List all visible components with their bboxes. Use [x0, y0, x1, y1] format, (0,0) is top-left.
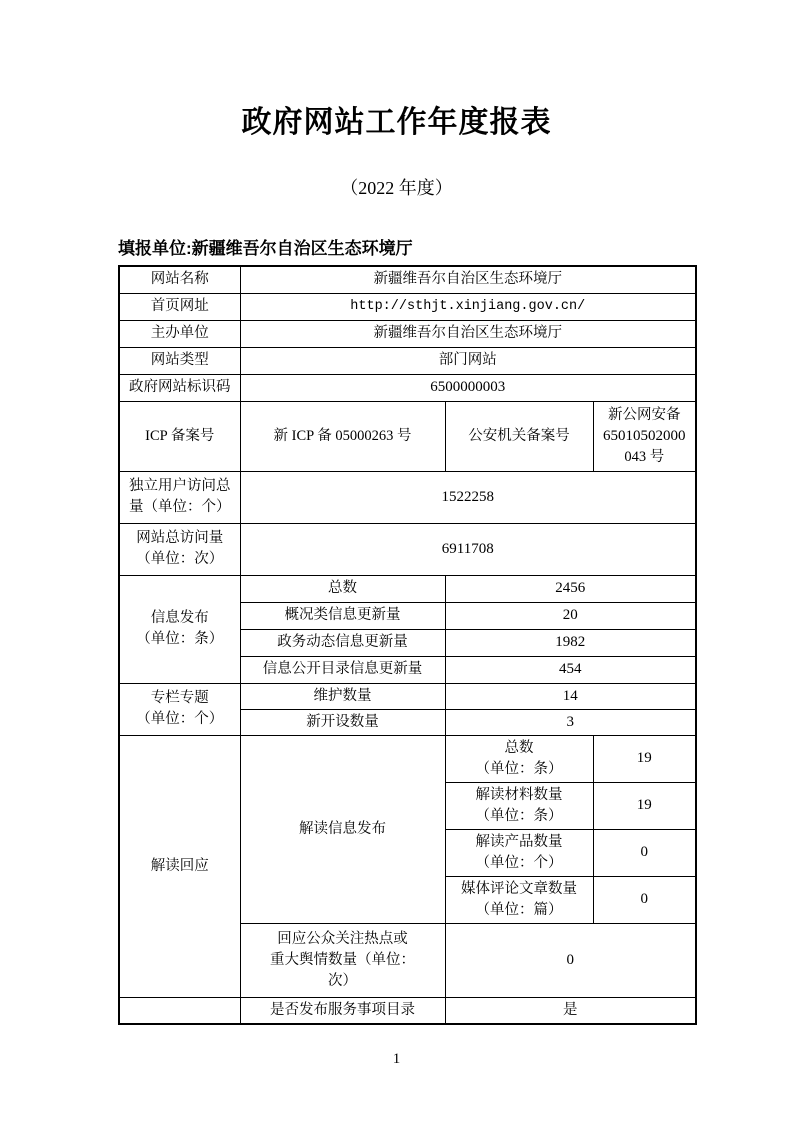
public-response-label [240, 923, 445, 997]
unique-visitors-label [119, 471, 240, 523]
label-line: 重大舆情数量（单位： [270, 951, 415, 968]
info-overview-label: 概况类信息更新量 [240, 602, 445, 629]
interp-material-value: 19 [593, 782, 696, 829]
interp-media-label [445, 876, 593, 923]
label-line: 媒体评论文章数量 [461, 880, 577, 897]
interp-total-label [445, 735, 593, 782]
reporting-unit: 填报单位:新疆维吾尔自治区生态环境厅 [118, 239, 413, 258]
interp-product-value: 0 [593, 829, 696, 876]
annual-report-table [118, 265, 697, 1025]
service-catalog-label: 是否发布服务事项目录 [240, 997, 445, 1024]
table-row [119, 266, 696, 293]
info-disclosure-label: 信息公开目录信息更新量 [240, 656, 445, 683]
label-line: （单位：条） [475, 807, 563, 824]
total-visits-value: 6911708 [240, 523, 696, 575]
info-disclosure-value: 454 [445, 656, 696, 683]
public-response-value: 0 [445, 923, 696, 997]
info-publish-group-label [119, 575, 240, 683]
service-group-empty-cell [119, 997, 240, 1024]
label-line: （单位：条） [475, 760, 563, 777]
label-line: （单位：篇） [475, 901, 563, 918]
site-code-value: 6500000003 [240, 374, 696, 401]
website-type-value: 部门网站 [240, 347, 696, 374]
maintained-count-value: 14 [445, 683, 696, 709]
label-line: （单位：条） [136, 631, 224, 647]
report-year: （2022 年度） [340, 178, 453, 198]
page-title: 政府网站工作年度报表 [241, 106, 552, 139]
police-record-label: 公安机关备案号 [445, 401, 593, 471]
interpretation-group-label: 解读回应 [119, 735, 240, 997]
table-row [119, 471, 696, 523]
table-row [119, 683, 696, 709]
interpretation-publish-label: 解读信息发布 [240, 735, 445, 923]
table-row [119, 293, 696, 320]
label-line: 总数 [504, 739, 534, 756]
label-line: 独立用户访问总 [129, 478, 231, 494]
label-line: 回应公众关注热点或 [277, 930, 408, 947]
label-line: （单位：个） [475, 854, 563, 871]
info-news-label: 政务动态信息更新量 [240, 629, 445, 656]
label-line: 网站总访问量 [136, 530, 224, 546]
table-row [119, 401, 696, 471]
icp-label: ICP 备案号 [119, 401, 240, 471]
unique-visitors-value: 1522258 [240, 471, 696, 523]
label-line: 专栏专题 [150, 690, 209, 706]
table-row [119, 347, 696, 374]
homepage-url-label: 首页网址 [119, 293, 240, 320]
page-number: 1 [392, 1051, 401, 1067]
table-row [119, 523, 696, 575]
info-news-value: 1982 [445, 629, 696, 656]
website-name-value: 新疆维吾尔自治区生态环境厅 [240, 266, 696, 293]
table-row [119, 575, 696, 602]
table-row [119, 735, 696, 782]
table-row [119, 320, 696, 347]
label-line: 量（单位：个） [129, 499, 231, 515]
website-name-label: 网站名称 [119, 266, 240, 293]
label-line: 信息发布 [150, 610, 209, 626]
table-row [119, 374, 696, 401]
sponsor-unit-value: 新疆维吾尔自治区生态环境厅 [240, 320, 696, 347]
table-row [119, 997, 696, 1024]
interp-total-value: 19 [593, 735, 696, 782]
police-record-line: 65010502000 [603, 427, 686, 444]
label-line: （单位：次） [136, 551, 224, 567]
interp-material-label [445, 782, 593, 829]
new-opened-count-label: 新开设数量 [240, 709, 445, 735]
label-line: 次） [328, 972, 357, 989]
police-record-value [593, 401, 696, 471]
total-visits-label [119, 523, 240, 575]
interp-media-value: 0 [593, 876, 696, 923]
icp-value: 新 ICP 备 05000263 号 [240, 401, 445, 471]
info-total-label: 总数 [240, 575, 445, 602]
interp-product-label [445, 829, 593, 876]
maintained-count-label: 维护数量 [240, 683, 445, 709]
sponsor-unit-label: 主办单位 [119, 320, 240, 347]
label-line: 解读产品数量 [475, 833, 563, 850]
homepage-url-value: http://sthjt.xinjiang.gov.cn/ [240, 293, 696, 320]
service-catalog-value: 是 [445, 997, 696, 1024]
info-overview-value: 20 [445, 602, 696, 629]
site-code-label: 政府网站标识码 [119, 374, 240, 401]
website-type-label: 网站类型 [119, 347, 240, 374]
new-opened-count-value: 3 [445, 709, 696, 735]
police-record-line: 043 号 [624, 448, 665, 465]
police-record-line: 新公网安备 [608, 406, 681, 423]
info-total-value: 2456 [445, 575, 696, 602]
label-line: 解读材料数量 [475, 786, 563, 803]
special-topics-group-label [119, 683, 240, 735]
label-line: （单位：个） [136, 711, 224, 727]
